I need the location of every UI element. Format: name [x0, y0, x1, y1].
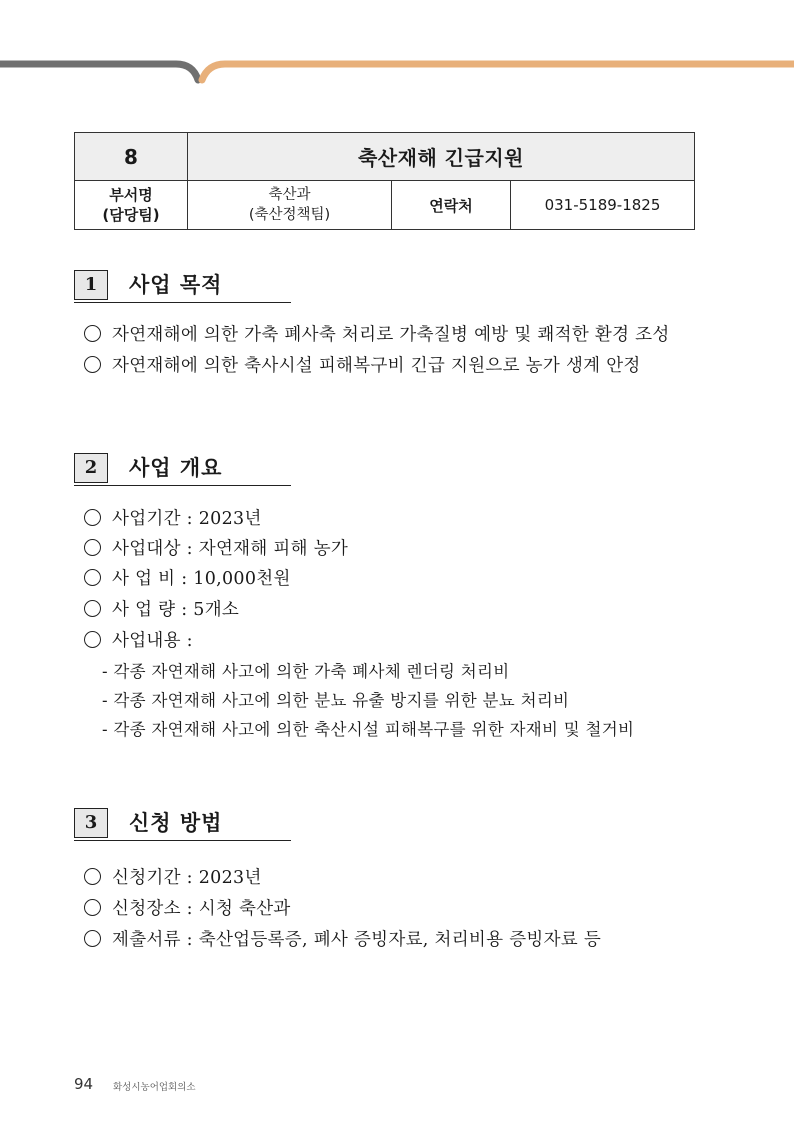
circle-bullet-icon	[84, 868, 101, 885]
circle-bullet-icon	[84, 600, 101, 617]
circle-bullet-icon	[84, 569, 101, 586]
circle-bullet-icon	[84, 631, 101, 648]
circle-bullet-icon	[84, 539, 101, 556]
program-number: 8	[75, 133, 188, 181]
contact-phone: 031-5189-1825	[511, 181, 695, 230]
section-number: 2	[74, 453, 108, 483]
dept-label-line1: 부서명	[109, 186, 153, 204]
contact-label: 연락처	[392, 181, 511, 230]
sub-list-item: - 각종 자연재해 사고에 의한 가축 폐사체 렌더링 처리비	[102, 662, 510, 681]
list-item: 사업기간 : 2023년	[84, 507, 262, 531]
list-item: 자연재해에 의한 축사시설 피해복구비 긴급 지원으로 농가 생계 안정	[84, 354, 641, 378]
dept-name: 축산과	[268, 187, 311, 203]
section-heading-overview	[74, 453, 291, 486]
section-heading-purpose	[74, 270, 291, 303]
program-info-table	[74, 132, 695, 230]
section-number: 3	[74, 808, 108, 838]
dept-label	[75, 181, 188, 230]
list-item: 신청기간 : 2023년	[84, 866, 262, 890]
list-item: 사업대상 : 자연재해 피해 농가	[84, 537, 348, 561]
footer-organization: 화성시농어업회의소	[113, 1082, 196, 1093]
list-item: 자연재해에 의한 가축 폐사축 처리로 가축질병 예방 및 쾌적한 환경 조성	[84, 323, 670, 347]
program-title: 축산재해 긴급지원	[188, 133, 695, 181]
dept-team: (축산정책팀)	[248, 207, 331, 223]
page-number: 94	[74, 1075, 94, 1093]
dept-label-line2: (담당팀)	[102, 206, 160, 224]
list-item: 사업내용 :	[84, 629, 193, 653]
circle-bullet-icon	[84, 509, 101, 526]
header-decoration	[0, 56, 794, 86]
dept-value	[188, 181, 392, 230]
circle-bullet-icon	[84, 325, 101, 342]
list-item: 사 업 비 : 10,000천원	[84, 567, 291, 591]
list-item: 제출서류 : 축산업등록증, 폐사 증빙자료, 처리비용 증빙자료 등	[84, 928, 601, 952]
list-item: 신청장소 : 시청 축산과	[84, 897, 291, 921]
section-title: 신청 방법	[129, 811, 223, 835]
section-title: 사업 목적	[129, 273, 223, 297]
section-heading-application	[74, 808, 291, 841]
circle-bullet-icon	[84, 899, 101, 916]
circle-bullet-icon	[84, 930, 101, 947]
list-item: 사 업 량 : 5개소	[84, 598, 239, 622]
circle-bullet-icon	[84, 356, 101, 373]
sub-list-item: - 각종 자연재해 사고에 의한 축산시설 피해복구를 위한 자재비 및 철거비	[102, 720, 635, 739]
sub-list-item: - 각종 자연재해 사고에 의한 분뇨 유출 방지를 위한 분뇨 처리비	[102, 691, 570, 710]
section-number: 1	[74, 270, 108, 300]
section-title: 사업 개요	[129, 456, 223, 480]
